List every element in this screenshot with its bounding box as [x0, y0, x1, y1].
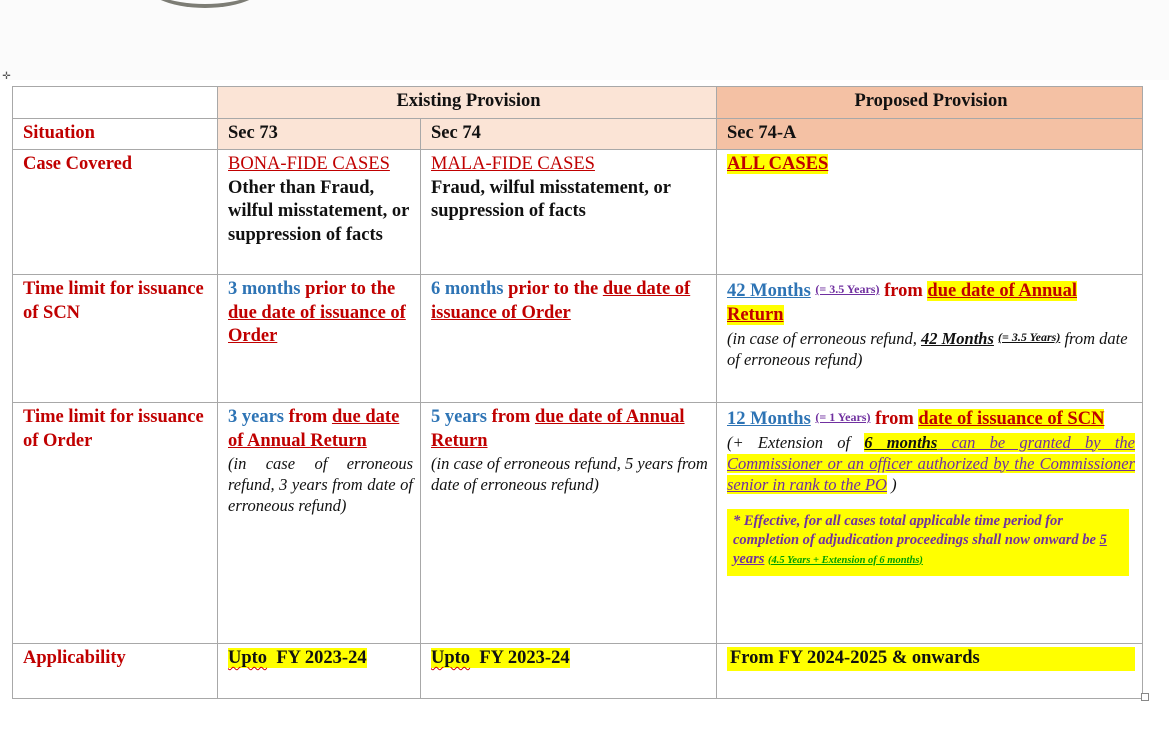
sec74-order-years: 5 years — [431, 407, 487, 427]
sec74a-order-eq: (= 1 Years) — [815, 410, 871, 424]
sec74a-scn-due: due date of Annual Return — [727, 281, 1077, 325]
sec73-order-from: from — [284, 407, 332, 427]
existing-provision-header: Existing Provision — [218, 87, 717, 119]
sec73-order-note: (in case of erroneous refund, 3 years from date of erroneous refund) — [228, 454, 413, 515]
extension-months: 6 months — [864, 432, 938, 452]
order-time-limit-label: Time limit for issuance of Order — [13, 403, 218, 644]
applicability-row — [13, 644, 1143, 699]
sec74-header: Sec 74 — [421, 118, 717, 150]
sec74-scn-months: 6 months — [431, 279, 504, 299]
mala-fide-title: MALA-FIDE CASES — [431, 154, 595, 174]
sec74-order-cell — [421, 403, 717, 644]
top-background — [0, 0, 1169, 80]
sec74a-order-months: 12 Months — [727, 409, 811, 429]
sec74a-applicability-cell — [717, 644, 1143, 699]
order-time-limit-row — [13, 403, 1143, 644]
applicability-label: Applicability — [13, 644, 218, 699]
effective-note-years: 5 years — [733, 531, 1107, 567]
sec73-scn-prior: prior to the — [300, 279, 396, 299]
sec73-fy: FY 2023-24 — [276, 648, 367, 668]
sec74-scn-cell — [421, 275, 717, 403]
sec73-applicability-cell — [218, 644, 421, 699]
sec73-order-years: 3 years — [228, 407, 284, 427]
sec74-applicability-cell — [421, 644, 717, 699]
sec73-order-cell — [218, 403, 421, 644]
sec74-scn-due: due date of issuance of Order — [431, 279, 691, 323]
sec73-header: Sec 73 — [218, 118, 421, 150]
bona-fide-text: Other than Fraud, wilful misstatement, or suppression of facts — [228, 177, 410, 245]
resize-handle-icon[interactable] — [1141, 693, 1149, 701]
case-covered-label: Case Covered — [13, 150, 218, 275]
sec74a-scn-note — [727, 327, 1135, 370]
situation-label: Situation — [13, 118, 218, 150]
sec74a-scn-note-months: 42 Months — [921, 329, 994, 348]
extension-pre: (+ Extension of — [727, 432, 865, 452]
sec73-upto: Upto — [228, 648, 268, 668]
sec74-order-due: due date of Annual Return — [431, 407, 685, 451]
sec74a-header: Sec 74-A — [717, 118, 1143, 150]
provision-comparison-table — [12, 86, 1143, 699]
sec74a-applicability: From FY 2024-2025 & onwards — [727, 647, 1135, 671]
sec74a-order-from: from — [870, 409, 919, 429]
move-handle-icon[interactable]: ✛ — [2, 71, 11, 82]
sec74a-scn-months: 42 Months — [727, 281, 811, 301]
sec74a-case-cell — [717, 150, 1143, 275]
sec74a-scn-note-eq: (= 3.5 Years) — [998, 330, 1061, 344]
effective-note-text: * Effective, for all cases total applicable time period for completion of adjudication proceedings shall now onward be — [733, 512, 1100, 548]
sec73-order-due: due date of Annual Return — [228, 407, 400, 451]
header-empty-cell — [13, 87, 218, 119]
scn-time-limit-label: Time limit for issuance of SCN — [13, 275, 218, 403]
proposed-provision-header: Proposed Provision — [717, 87, 1143, 119]
sec74-case-cell — [421, 150, 717, 275]
extension-post: ) — [886, 474, 897, 494]
sec73-scn-months: 3 months — [228, 279, 301, 299]
extension-detail: can be granted by the Commissioner or an officer authorized by the Commissioner senior in rank to the PO — [727, 432, 1135, 494]
effective-note — [727, 509, 1129, 576]
sec74a-scn-cell — [717, 275, 1143, 403]
sec74a-scn-note-post: from date of erroneous refund) — [727, 329, 1128, 369]
extension-text — [727, 432, 1135, 495]
all-cases-title: ALL CASES — [727, 154, 829, 174]
sec74a-order-cell — [717, 403, 1143, 644]
sec74-scn-prior: prior to the — [503, 279, 603, 299]
scn-time-limit-row — [13, 275, 1143, 403]
sec73-scn-due: due date of issuance of Order — [228, 302, 406, 346]
sec74-order-from: from — [487, 407, 535, 427]
header-row-top — [13, 87, 1143, 119]
sec73-scn-cell — [218, 275, 421, 403]
sec73-case-cell — [218, 150, 421, 275]
sec74a-scn-eq: (= 3.5 Years) — [815, 282, 880, 296]
mala-fide-text: Fraud, wilful misstatement, or suppression of facts — [431, 177, 671, 221]
bona-fide-title: BONA-FIDE CASES — [228, 154, 390, 174]
sec74-fy: FY 2023-24 — [479, 648, 570, 668]
header-row-sub — [13, 118, 1143, 150]
sec74a-scn-from: from — [879, 281, 928, 301]
sec74a-order-due: date of issuance of SCN — [918, 409, 1105, 429]
sec74-order-note: (in case of erroneous refund, 5 years from date of erroneous refund) — [431, 454, 708, 494]
case-covered-row — [13, 150, 1143, 275]
sec74-upto: Upto — [431, 648, 471, 668]
sec74a-scn-note-pre: (in case of erroneous refund, — [727, 329, 921, 348]
effective-note-detail: (4.5 Years + Extension of 6 months) — [768, 554, 923, 566]
